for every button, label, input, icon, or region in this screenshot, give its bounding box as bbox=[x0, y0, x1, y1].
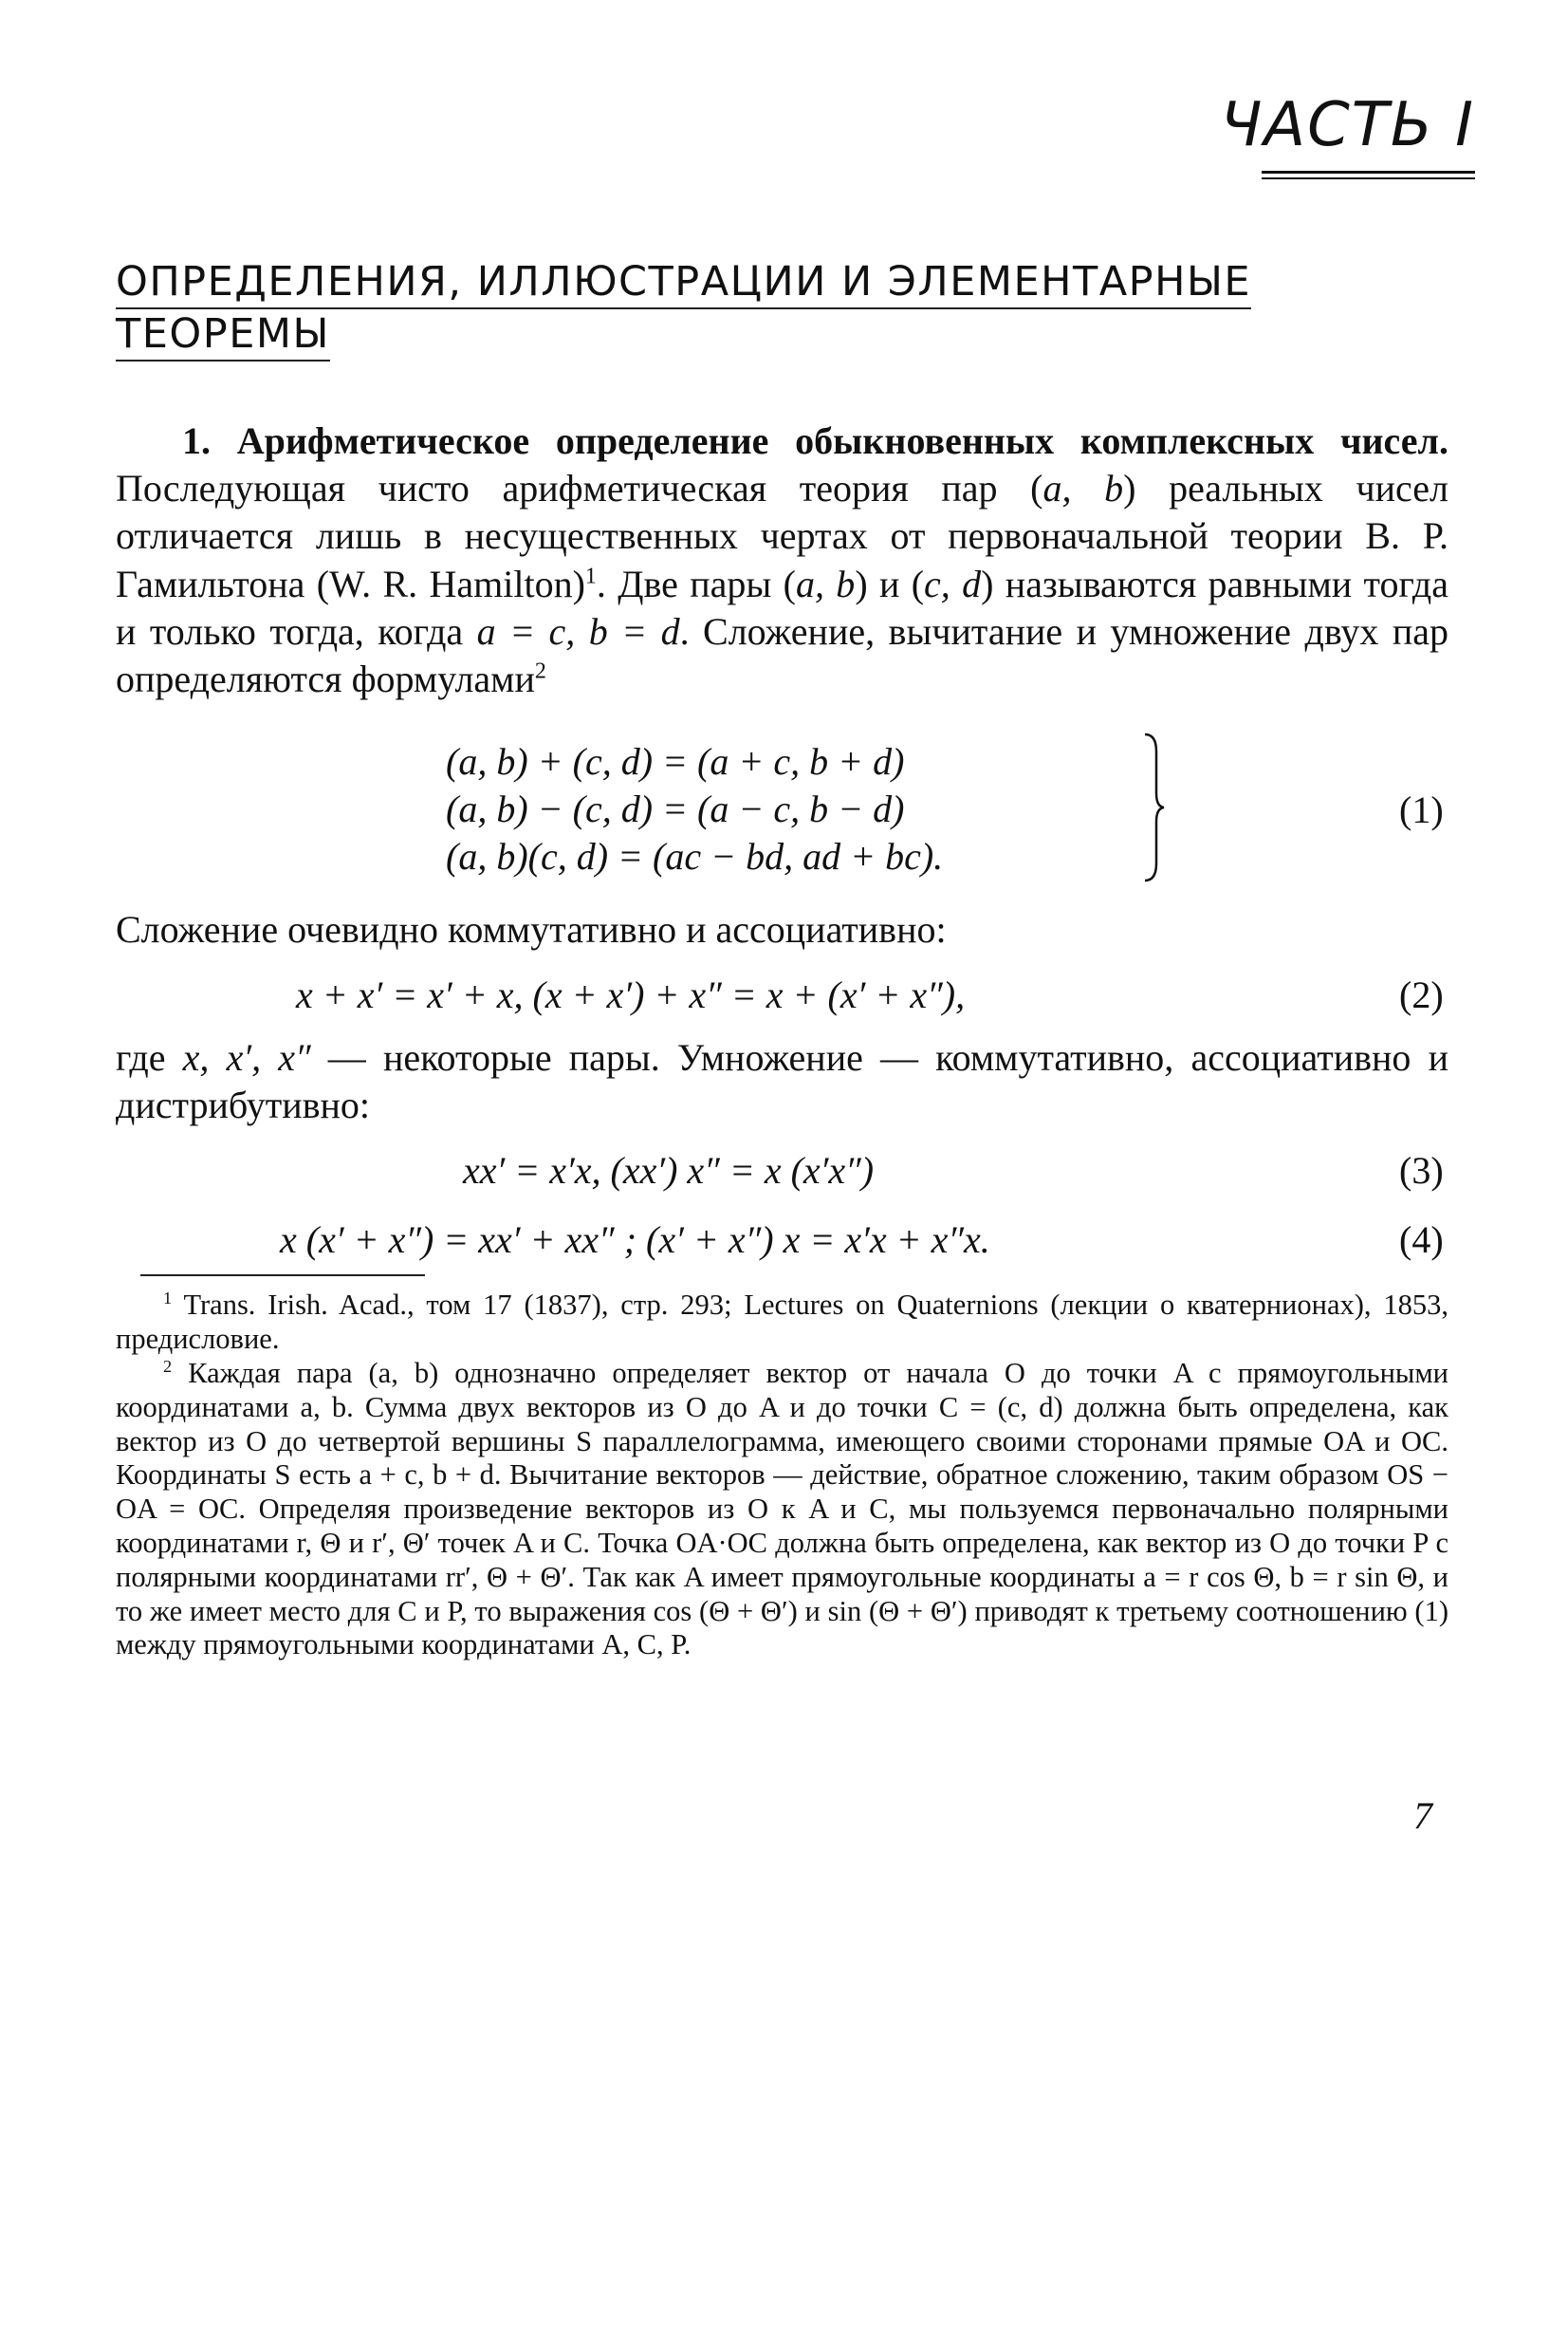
section-1-paragraph bbox=[116, 417, 1448, 703]
text: . Сложение, вычитание и умножение двух пар определяются формулами bbox=[116, 609, 1448, 701]
part-header-rule bbox=[1262, 171, 1475, 174]
equation-line: (a, b)(c, d) = (ac − bd, ad + bc). bbox=[446, 835, 944, 878]
section-1-heading: 1. Арифметическое определение обыкновенных комплексных чисел. bbox=[182, 419, 1448, 462]
equation-number: (3) bbox=[1399, 1149, 1444, 1192]
math-inline: c, d bbox=[924, 562, 982, 605]
math-inline: a = c, b = d bbox=[476, 609, 680, 653]
text: — некоторые пары. Умножение — коммутативно, ассоциативно и дистрибутивно: bbox=[116, 1036, 1448, 1127]
chapter-title-line-1: ОПРЕДЕЛЕНИЯ, ИЛЛЮСТРАЦИИ И ЭЛЕМЕНТАРНЫЕ bbox=[116, 258, 1251, 309]
paragraph: Сложение очевидно коммутативно и ассоциативно: bbox=[116, 908, 947, 951]
equation-number: (1) bbox=[1399, 788, 1444, 831]
part-header-rule-secondary bbox=[1262, 177, 1475, 179]
footnote-number: 1 bbox=[163, 1289, 173, 1308]
paragraph bbox=[116, 1034, 1448, 1129]
equation-line: (a, b) − (c, d) = (a − c, b − d) bbox=[446, 788, 905, 830]
text: ) реальных чисел отличается лишь в несущественных чертах от первоначальной теории В. Р. Гамильтона (W. R. Hamilton) bbox=[116, 467, 1448, 605]
text: где bbox=[116, 1036, 183, 1079]
text: Последующая чисто арифметическая теория пар ( bbox=[116, 467, 1043, 510]
text: ) называются равными тогда и только тогда, когда bbox=[116, 562, 1449, 653]
footnote-text: Trans. Irish. Acad., том 17 (1837), стр. 293; Lectures on Quaternions (лекции о кватернионах), 1853, предисловие. bbox=[116, 1289, 1448, 1355]
footnote-divider bbox=[140, 1274, 425, 1276]
equation-number: (4) bbox=[1399, 1218, 1444, 1261]
equation-4: x (x′ + x″) = xx′ + xx″ ; (x′ + x″) x = x′x + x″x. bbox=[280, 1218, 990, 1261]
footnote-ref: 1 bbox=[584, 564, 597, 589]
footnote-1 bbox=[116, 1289, 1448, 1357]
equation-number: (2) bbox=[1399, 974, 1444, 1016]
text: . Две пары ( bbox=[596, 562, 796, 605]
text: ) и ( bbox=[855, 562, 925, 605]
right-brace bbox=[1143, 731, 1166, 884]
page-number: 7 bbox=[1413, 1794, 1432, 1837]
equation-system-1 bbox=[446, 738, 943, 881]
footnote-2 bbox=[116, 1357, 1448, 1662]
footnote-text: Каждая пара (a, b) однозначно определяет вектор от начала O до точки A с прямоугольными координатами a, b. Сумма двух векторов из O до A и до точки C = (c, d) должна быть определена, как вектор из O до четвертой вершины S параллелограмма, имеющего своими сторонами прямые OA и OC. Координаты S есть a + c, b + d. Вычитание векторов — действие, обратное сложению, таким образом OS − OA = OC. Определяя произведение векторов из O к A и C, мы пользуемся первоначально полярными координатами r, Θ и r′, Θ′ точек A и C. Точка OA·OC должна быть определена, как вектор из O до точки P с полярными координатами rr′, Θ + Θ′. Так как A имеет прямоугольные координаты a = r cos Θ, b = r sin Θ, и то же имеет место для C и P, то выражения cos (Θ + Θ′) и sin (Θ + Θ′) приводят к третьему соотношению (1) между прямоугольными координатами A, C, P. bbox=[116, 1357, 1449, 1661]
footnote-number: 2 bbox=[163, 1357, 173, 1377]
math-inline: a, b bbox=[1042, 467, 1124, 510]
math-inline: a, b bbox=[795, 562, 856, 605]
equation-2: x + x′ = x′ + x, (x + x′) + x″ = x + (x′ + x″), bbox=[296, 974, 966, 1016]
part-header: ЧАСТЬ I bbox=[1220, 90, 1475, 160]
equation-3: xx′ = x′x, (xx′) x″ = x (x′x″) bbox=[463, 1149, 875, 1192]
chapter-title-line-2: ТЕОРЕМЫ bbox=[116, 310, 330, 362]
math-inline: x, x′, x″ bbox=[182, 1036, 311, 1079]
equation-line: (a, b) + (c, d) = (a + c, b + d) bbox=[446, 740, 905, 783]
footnote-ref: 2 bbox=[534, 658, 546, 684]
